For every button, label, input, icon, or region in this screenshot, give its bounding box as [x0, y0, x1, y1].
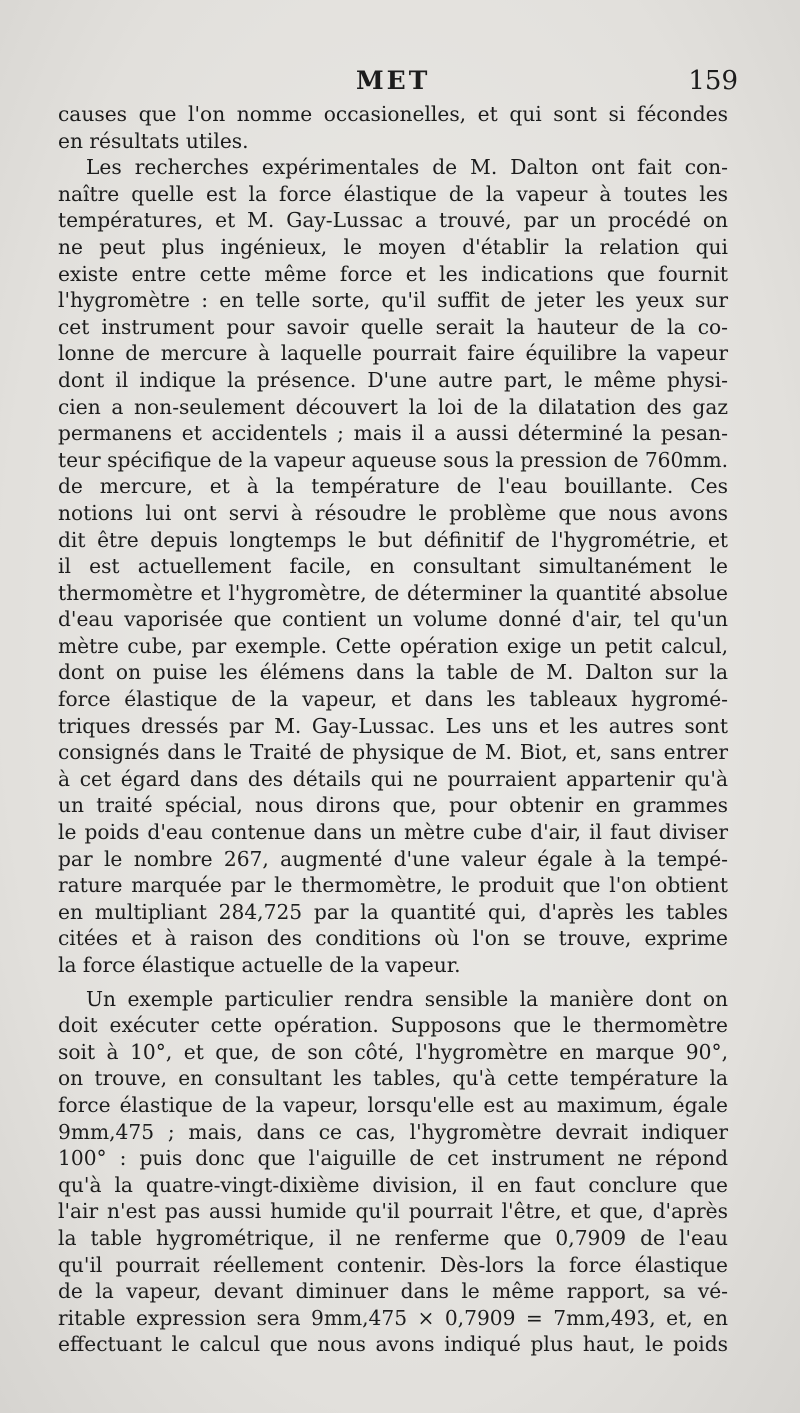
text-line: cet instrument pour savoir quelle serait la hauteur de la co-: [58, 314, 728, 339]
text-line: force élastique de la vapeur, lorsqu'elle est au maximum, égale: [58, 1092, 728, 1117]
text-line: dont il indique la présence. D'une autre part, le même physi-: [58, 367, 728, 392]
paragraph-3: [58, 986, 728, 1358]
text-line: l'air n'est pas aussi humide qu'il pourrait l'être, et que, d'après: [58, 1199, 728, 1224]
text-line: on trouve, en consultant les tables, qu'à cette température la: [58, 1066, 728, 1091]
text-line: Les recherches expérimentales de M. Dalton ont fait con-: [86, 155, 728, 180]
page-number: 159: [688, 66, 738, 96]
text-line: il est actuellement facile, en consultant simultanément le: [58, 554, 728, 579]
text-line: un traité spécial, nous dirons que, pour obtenir en grammes: [58, 793, 728, 818]
text-line: 100° : puis donc que l'aiguille de cet instrument ne répond: [58, 1146, 728, 1171]
text-line: consignés dans le Traité de physique de M. Biot, et, sans entrer: [58, 740, 728, 765]
text-line: de la vapeur, devant diminuer dans le même rapport, sa vé-: [58, 1279, 728, 1304]
text-line: thermomètre et l'hygromètre, de déterminer la quantité absolue: [58, 580, 728, 605]
text-line: en résultats utiles.: [58, 128, 249, 153]
text-line: mètre cube, par exemple. Cette opération exige un petit calcul,: [58, 633, 728, 658]
paragraph-1: [58, 101, 728, 154]
text-line: en multipliant 284,725 par la quantité qui, d'après les tables: [58, 899, 728, 924]
text-line: permanens et accidentels ; mais il a aussi déterminé la pesan-: [58, 421, 728, 446]
text-line: ritable expression sera 9mm,475 × 0,7909 = 7mm,493, et, en: [58, 1305, 728, 1330]
text-line: triques dressés par M. Gay-Lussac. Les uns et les autres sont: [58, 713, 728, 738]
paragraph-2: [58, 154, 728, 978]
running-head: MET: [356, 66, 431, 95]
text-line: le poids d'eau contenue dans un mètre cube d'air, il faut diviser: [58, 820, 728, 845]
text-line: force élastique de la vapeur, et dans les tableaux hygromé-: [58, 687, 728, 712]
text-line: lonne de mercure à laquelle pourrait faire équilibre la vapeur: [58, 341, 728, 366]
text-line: rature marquée par le thermomètre, le produit que l'on obtient: [58, 873, 728, 898]
text-line: qu'à la quatre-vingt-dixième division, il en faut conclure que: [58, 1172, 728, 1197]
text-line: l'hygromètre : en telle sorte, qu'il suffit de jeter les yeux sur: [58, 288, 728, 313]
text-line: températures, et M. Gay-Lussac a trouvé, par un procédé on: [58, 208, 728, 233]
text-line: notions lui ont servi à résoudre le problème que nous avons: [58, 500, 728, 525]
text-line: effectuant le calcul que nous avons indiqué plus haut, le poids: [58, 1332, 728, 1357]
text-line: dont on puise les élémens dans la table de M. Dalton sur la: [58, 660, 728, 685]
text-line: citées et à raison des conditions où l'on se trouve, exprime: [58, 926, 728, 951]
text-line: qu'il pourrait réellement contenir. Dès-lors la force élastique: [58, 1252, 728, 1277]
body-text: [58, 101, 728, 1358]
text-line: la table hygrométrique, il ne renferme que 0,7909 de l'eau: [58, 1225, 728, 1250]
text-line: ne peut plus ingénieux, le moyen d'établir la relation qui: [58, 234, 728, 259]
text-line: Un exemple particulier rendra sensible la manière dont on: [86, 986, 728, 1011]
text-line: teur spécifique de la vapeur aqueuse sous la pression de 760mm.: [58, 447, 729, 472]
text-line: à cet égard dans des détails qui ne pourraient appartenir qu'à: [58, 766, 728, 791]
text-line: cien a non-seulement découvert la loi de la dilatation des gaz: [58, 394, 728, 419]
text-line: d'eau vaporisée que contient un volume donné d'air, tel qu'un: [58, 607, 728, 632]
text-line: soit à 10°, et que, de son côté, l'hygromètre en marque 90°,: [58, 1039, 728, 1064]
text-line: causes que l'on nomme occasionelles, et qui sont si fécondes: [58, 102, 728, 126]
text-line: dit être depuis longtemps le but définitif de l'hygrométrie, et: [58, 527, 728, 552]
text-line: naître quelle est la force élastique de la vapeur à toutes les: [58, 181, 728, 206]
text-line: doit exécuter cette opération. Supposons que le thermomètre: [58, 1013, 728, 1038]
text-line: existe entre cette même force et les indications que fournit: [58, 261, 728, 286]
text-line: par le nombre 267, augmenté d'une valeur égale à la tempé-: [58, 846, 728, 871]
text-line: de mercure, et à la température de l'eau bouillante. Ces: [58, 474, 728, 499]
page-header: [56, 66, 746, 100]
paragraph-gap: [58, 979, 728, 986]
text-line: 9mm,475 ; mais, dans ce cas, l'hygromètre devrait indiquer: [58, 1119, 728, 1144]
text-line: la force élastique actuelle de la vapeur.: [58, 953, 461, 977]
